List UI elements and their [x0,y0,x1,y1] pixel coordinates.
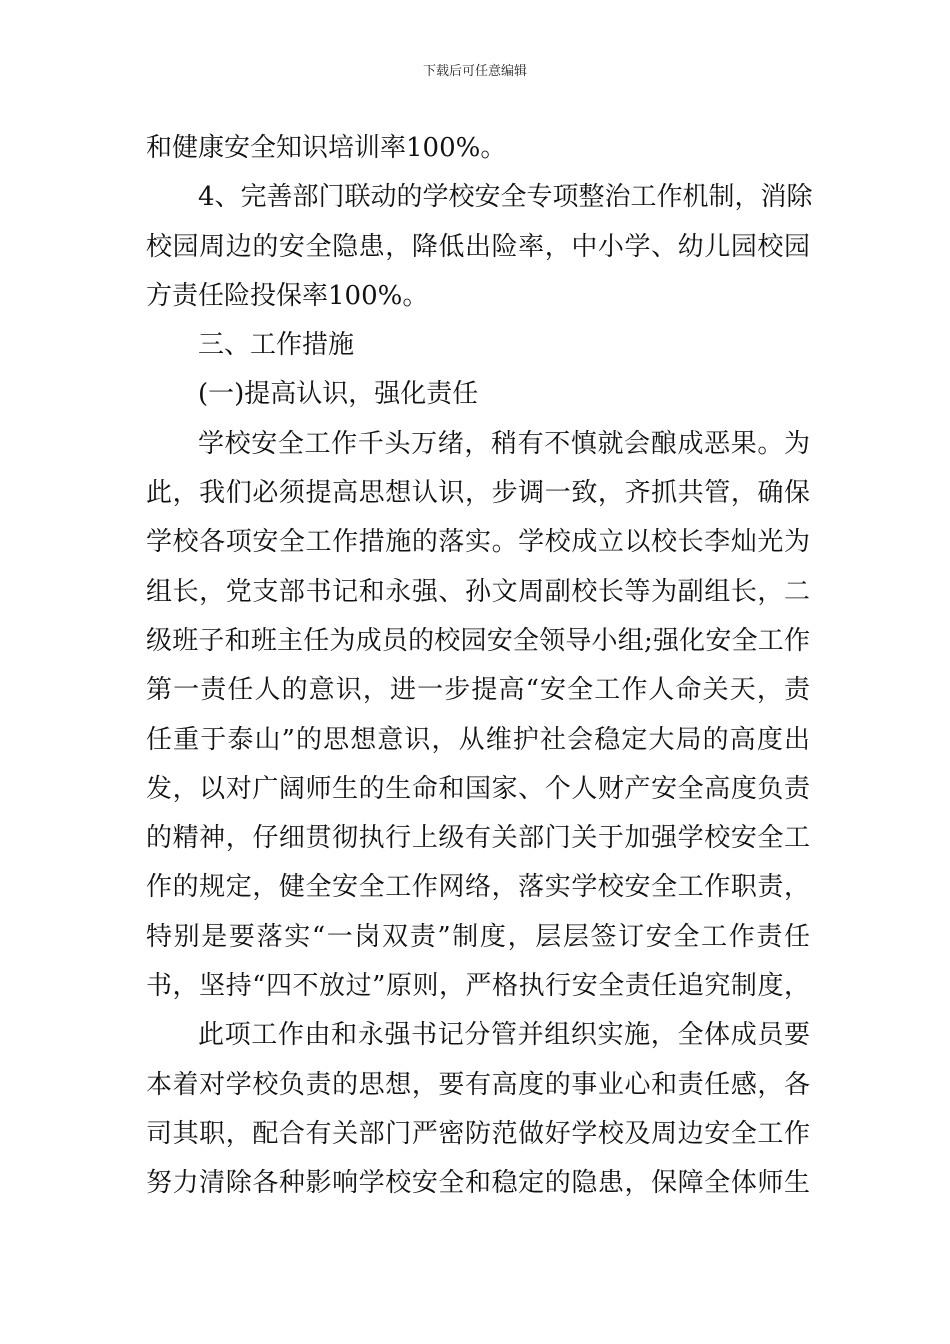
text-line: 发，以对广阔师生的生命和国家、个人财产安全高度负责 [146,773,810,804]
paragraph [146,173,813,321]
text-line: 学校安全工作千头万绪，稍有不慎就会酿成恶果。为 [198,428,810,459]
text-line: 任重于泰山”的思想意识，从维护社会稳定大局的高度出 [146,724,810,755]
text-line: 作的规定，健全安全工作网络，落实学校安全工作职责， [146,872,810,903]
text-line: 方责任险投保率100%。 [146,280,429,311]
text-line: 的精神，仔细贯彻执行上级有关部门关于加强学校安全工 [146,823,810,854]
text-line: 级班子和班主任为成员的校园安全领导小组;强化安全工作 [146,625,810,656]
text-line: 此项工作由和永强书记分管并组织实施，全体成员要 [198,1020,810,1051]
text-line: 本着对学校负责的思想，要有高度的事业心和责任感，各 [146,1069,810,1100]
paragraph [146,321,810,370]
paragraph [146,124,810,173]
text-line: 努力清除各种影响学校安全和稳定的隐患，保障全体师生 [146,1168,810,1199]
text-line: 此，我们必须提高思想认识，步调一致，齐抓共管，确保 [146,478,810,509]
text-line: 三、工作措施 [198,330,355,361]
page-header-note: 下载后可任意编辑 [422,64,527,79]
text-line: 司其职，配合有关部门严密防范做好学校及周边安全工作 [146,1118,810,1149]
paragraph [146,370,810,419]
text-line: 特别是要落实“一岗双责”制度，层层签订安全工作责任 [146,921,810,952]
text-line: 书，坚持“四不放过”原则，严格执行安全责任追究制度， [146,971,810,1002]
text-line: 校园周边的安全隐患，降低出险率，中小学、幼儿园校园 [146,231,810,262]
text-line: 第一责任人的意识，进一步提高“安全工作人命关天，责 [146,675,810,706]
paragraph [146,420,810,1012]
text-line: (一)提高认识，强化责任 [198,379,479,410]
text-line: 4、完善部门联动的学校安全专项整治工作机制，消除 [198,182,813,213]
text-line: 学校各项安全工作措施的落实。学校成立以校长李灿光为 [146,527,810,558]
text-line: 和健康安全知识培训率100%。 [146,133,507,163]
text-line: 组长，党支部书记和永强、孙文周副校长等为副组长，二 [146,576,810,607]
document-body [146,124,813,1209]
paragraph [146,1011,810,1208]
